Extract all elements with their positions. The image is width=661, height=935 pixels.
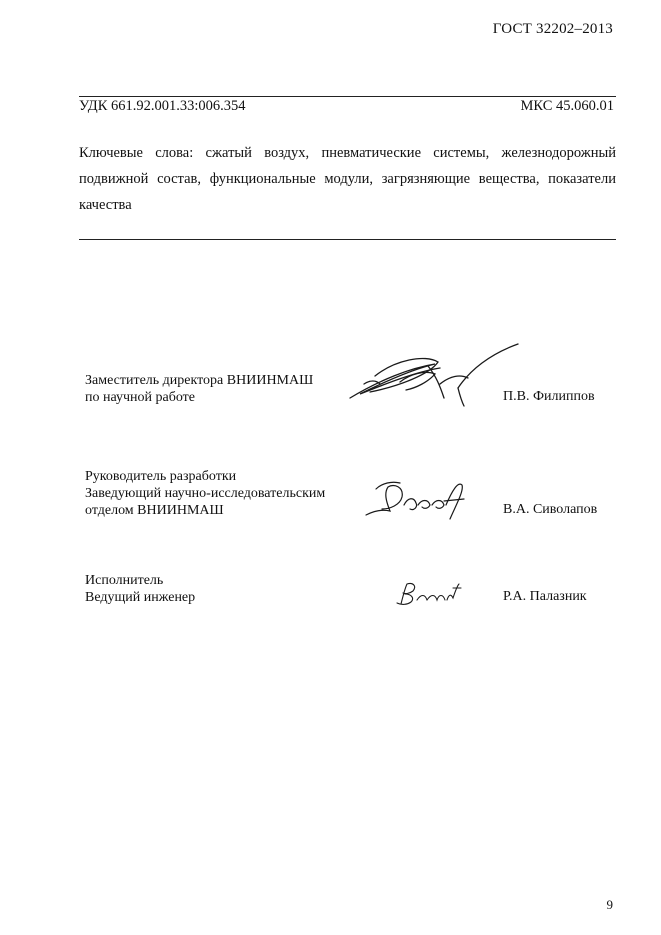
signatory-3-name: Р.А. Палазник [503, 589, 587, 604]
signatory-title-line: Заместитель директора ВНИИНМАШ [85, 373, 314, 388]
signatory-title-line: по научной работе [85, 390, 195, 405]
signatory-3-title [85, 572, 195, 606]
signatory-title-line: Ведущий инженер [85, 590, 196, 605]
signatory-2-name: В.А. Сиволапов [503, 502, 598, 517]
signatory-title-line: Руководитель разработки [85, 469, 237, 484]
signatory-2-title [85, 468, 325, 519]
udk-code: УДК 661.92.001.33:006.354 [79, 98, 246, 114]
page-number: 9 [606, 897, 613, 912]
signatory-title-line: Исполнитель [85, 573, 164, 588]
top-divider [79, 96, 616, 97]
signatory-title-line: Заведующий научно-исследовательским [85, 486, 326, 501]
signature-filippov-image [340, 340, 525, 410]
signatory-title-line: отделом ВНИИНМАШ [85, 503, 224, 518]
keywords-paragraph: Ключевые слова: сжатый воздух, пневматические системы, железнодорожный подвижной состав, функциональные модули, загрязняющие вещества, показатели качества [79, 145, 616, 213]
bottom-divider [79, 239, 616, 240]
mks-code: МКС 45.060.01 [520, 98, 614, 114]
signature-sivolapov-image [360, 475, 470, 525]
signatory-1-title [85, 372, 313, 406]
signatory-1-name: П.В. Филиппов [503, 389, 595, 404]
standard-code: ГОСТ 32202–2013 [492, 21, 613, 37]
signature-palaznik-image [393, 578, 463, 612]
